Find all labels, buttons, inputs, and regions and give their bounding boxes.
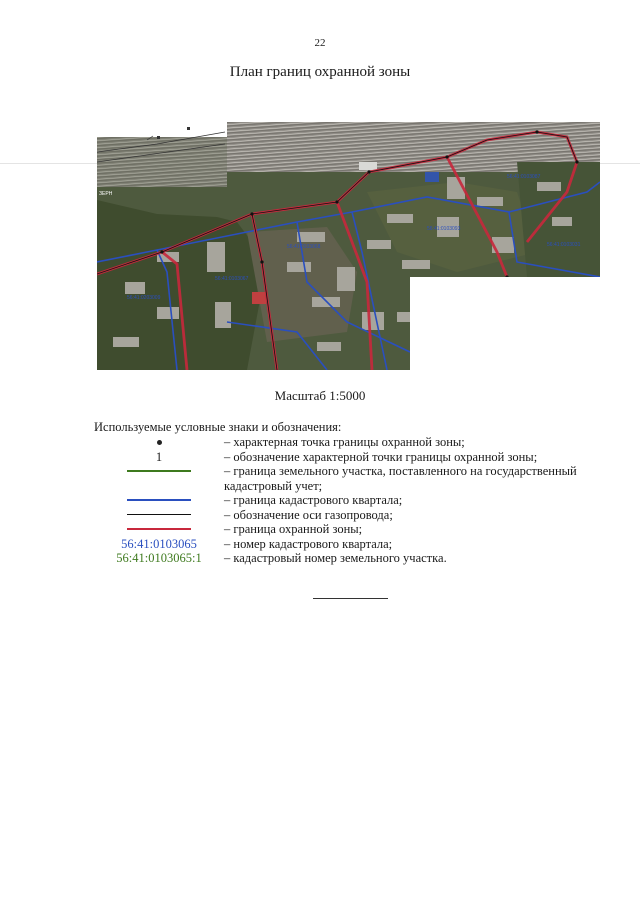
legend-item-quarter-boundary: – граница кадастрового квартала; — [94, 493, 604, 508]
legend — [94, 435, 604, 566]
red-line-icon — [127, 528, 191, 530]
legend-item-pipeline-axis: – обозначение оси газопровода; — [94, 508, 604, 523]
blue-line-icon — [127, 499, 191, 501]
map-label-quarter: 56:41:0203009 — [127, 295, 161, 301]
map-label-quarter: 56:41:0103087 — [507, 174, 541, 180]
scan-fold-line-right — [600, 163, 640, 164]
legend-heading: Используемые условные знаки и обозначения: — [94, 420, 342, 434]
black-line-icon — [127, 514, 191, 515]
satellite-map — [97, 122, 600, 370]
map-label-station: ЗЕРН — [99, 191, 113, 197]
page-number: 22 — [314, 37, 326, 49]
map-scale: Масштаб 1:5000 — [274, 388, 366, 403]
point-marker-icon — [157, 440, 162, 445]
legend-item-boundary-point: – характерная точка границы охранной зоны; — [94, 435, 604, 450]
legend-item-plot-number: 56:41:0103065:1 – кадастровый номер земельного участка. — [116, 551, 447, 565]
map-label-quarter: 56:41:0103093 — [427, 226, 461, 232]
legend-item-land-plot-boundary: – граница земельного участка, поставленного на государственный кадастровый учет; — [94, 464, 604, 493]
legend-item-protection-zone: – граница охранной зоны; — [94, 522, 604, 537]
closing-rule — [313, 598, 388, 599]
green-line-icon — [127, 470, 191, 472]
map-label-quarter: 56:41:0103068 — [287, 244, 321, 250]
legend-item-point-label: 1 – обозначение характерной точки границы охранной зоны; — [155, 449, 538, 464]
map-label-quarter: 56:41:0103067 — [215, 276, 249, 282]
page-title: План границ охранной зоны — [229, 64, 411, 80]
legend-item-quarter-number: 56:41:0103065 – номер кадастрового квартала; — [121, 536, 393, 551]
scan-fold-line-left — [0, 163, 97, 164]
map-label-quarter: 56:41:0103031 — [547, 242, 581, 248]
